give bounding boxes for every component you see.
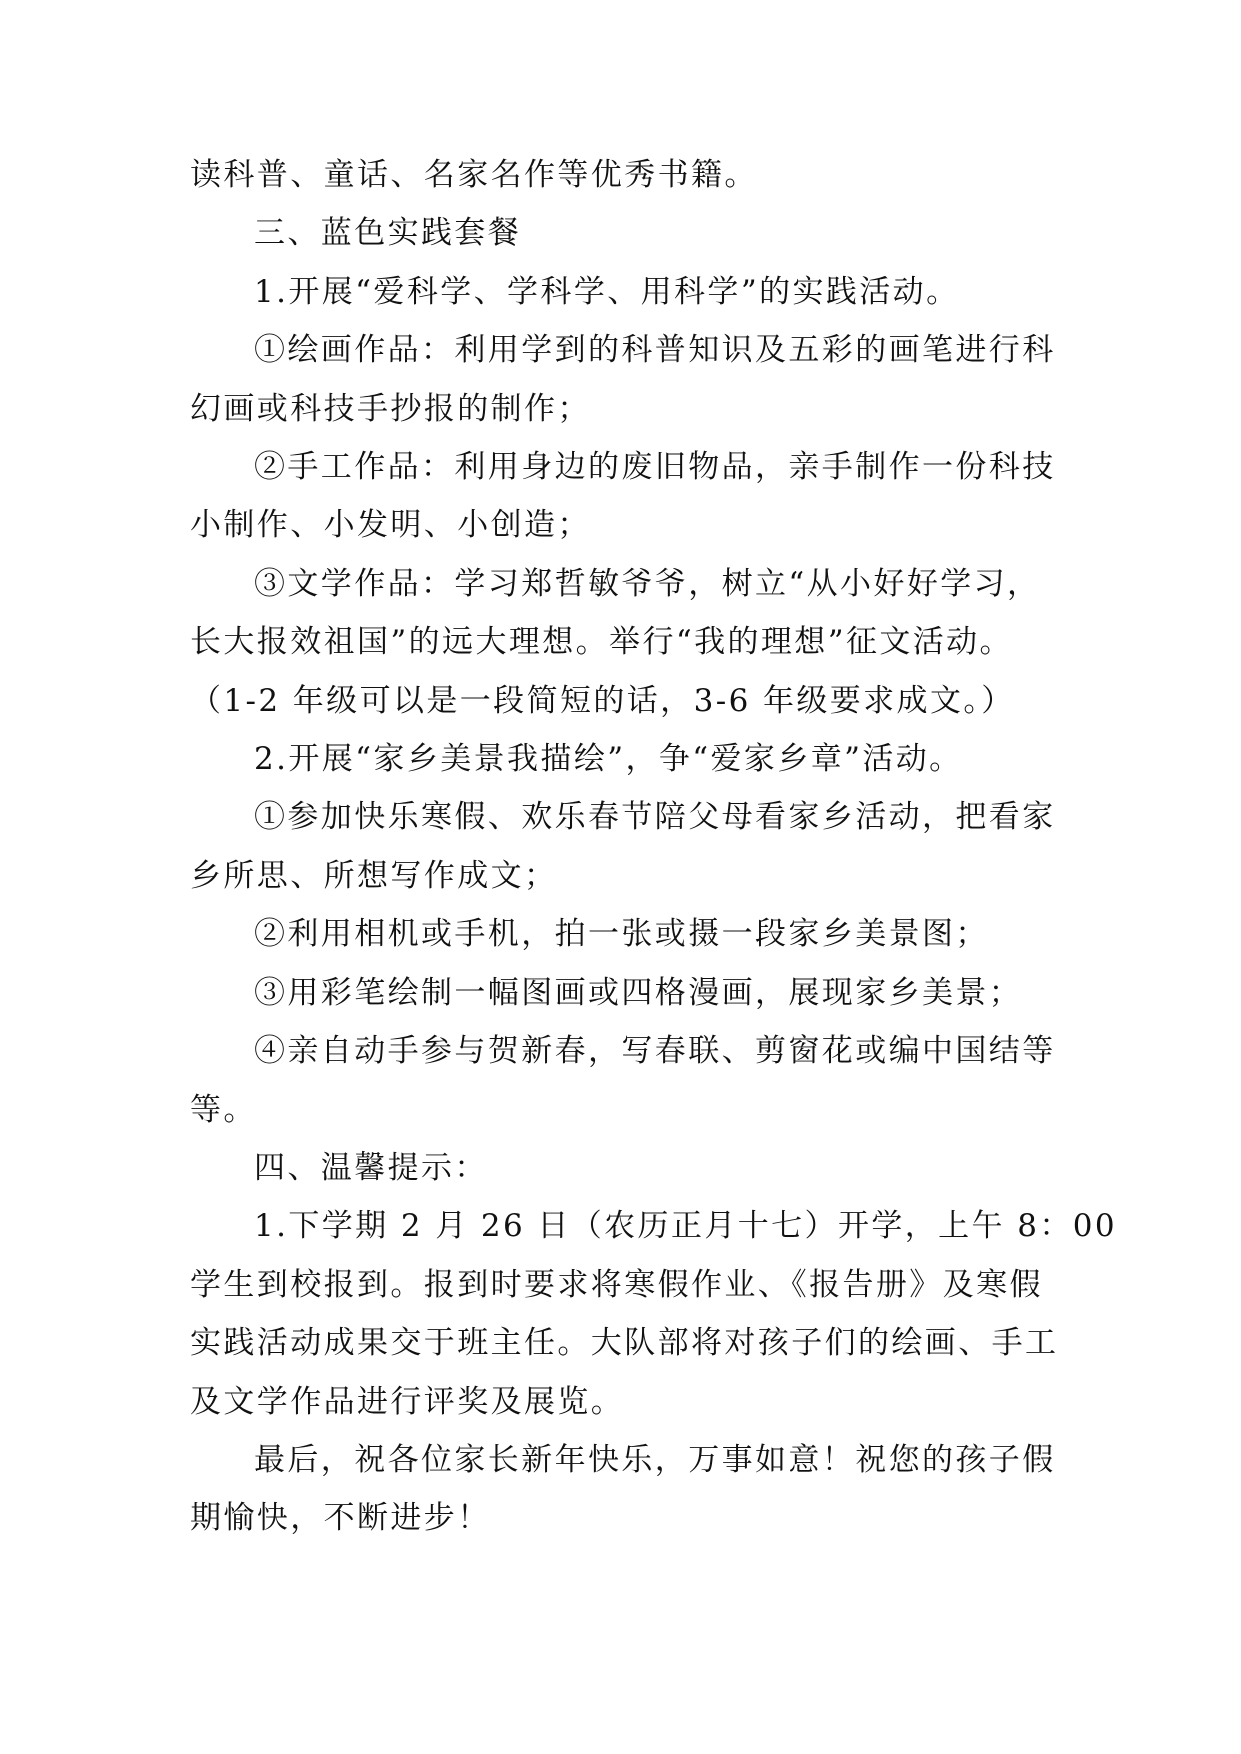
text-line: 小制作、小发明、小创造； xyxy=(190,507,591,544)
text-line: 期愉快，不断进步！ xyxy=(190,1500,491,1537)
text-line: ③用彩笔绘制一幅图画或四格漫画，展现家乡美景； xyxy=(254,974,1023,1011)
text-line: 1.开展“爱科学、学科学、用科学”的实践活动。 xyxy=(254,273,960,310)
text-line: 1.下学期 2 月 26 日（农历正月十七）开学，上午 8：00 xyxy=(254,1208,1117,1245)
paragraph-painting-works xyxy=(190,321,1056,438)
paragraph-hometown-photo xyxy=(190,905,1050,963)
text-line: ②手工作品：利用身边的废旧物品，亲手制作一份科技 xyxy=(254,449,1056,486)
text-line: ③文学作品：学习郑哲敏爷爷，树立“从小好好学习， xyxy=(254,565,1041,602)
paragraph-school-start xyxy=(190,1197,1117,1431)
paragraph-hometown-activity xyxy=(190,730,1050,788)
text-line: 最后，祝各位家长新年快乐，万事如意！祝您的孩子假 xyxy=(254,1441,1056,1478)
text-line: ④亲自动手参与贺新春，写春联、剪窗花或编中国结等 xyxy=(254,1033,1056,1070)
paragraph-hometown-essay xyxy=(190,788,1056,905)
text-line: 乡所思、所想写作成文； xyxy=(190,857,558,894)
text-line: 2.开展“家乡美景我描绘”，争“爱家乡章”活动。 xyxy=(254,741,963,778)
paragraph-closing-wishes xyxy=(190,1431,1056,1548)
text-line: 长大报效祖国”的远大理想。举行“我的理想”征文活动。 xyxy=(190,624,1013,661)
text-line: 学生到校报到。报到时要求将寒假作业、《报告册》及寒假 xyxy=(190,1266,1043,1303)
text-line: 及文学作品进行评奖及展览。 xyxy=(190,1383,625,1420)
document-body xyxy=(190,146,1117,1548)
paragraph-handcraft-works xyxy=(190,438,1056,555)
heading-warm-tips xyxy=(190,1139,1050,1197)
paragraph-hometown-drawing xyxy=(190,964,1050,1022)
text-line: 等。 xyxy=(190,1091,257,1128)
text-line: （1-2 年级可以是一段简短的话，3-6 年级要求成文。） xyxy=(190,682,1015,719)
text-line: 幻画或科技手抄报的制作； xyxy=(190,390,591,427)
text-line: ①参加快乐寒假、欢乐春节陪父母看家乡活动，把看家 xyxy=(254,799,1056,836)
heading-blue-practice xyxy=(190,204,1050,262)
text-line: ②利用相机或手机，拍一张或摄一段家乡美景图； xyxy=(254,916,989,953)
paragraph-new-year-crafts xyxy=(190,1022,1056,1139)
text-line: ①绘画作品：利用学到的科普知识及五彩的画笔进行科 xyxy=(254,332,1056,369)
paragraph-reading-books xyxy=(190,146,1050,204)
text-line: 四、温馨提示： xyxy=(254,1149,488,1186)
text-line: 三、蓝色实践套餐 xyxy=(254,215,522,252)
text-line: 实践活动成果交于班主任。大队部将对孩子们的绘画、手工 xyxy=(190,1325,1059,1362)
text-line: 读科普、童话、名家名作等优秀书籍。 xyxy=(190,157,758,193)
paragraph-science-activity xyxy=(190,263,1050,321)
paragraph-literary-works xyxy=(190,555,1050,730)
